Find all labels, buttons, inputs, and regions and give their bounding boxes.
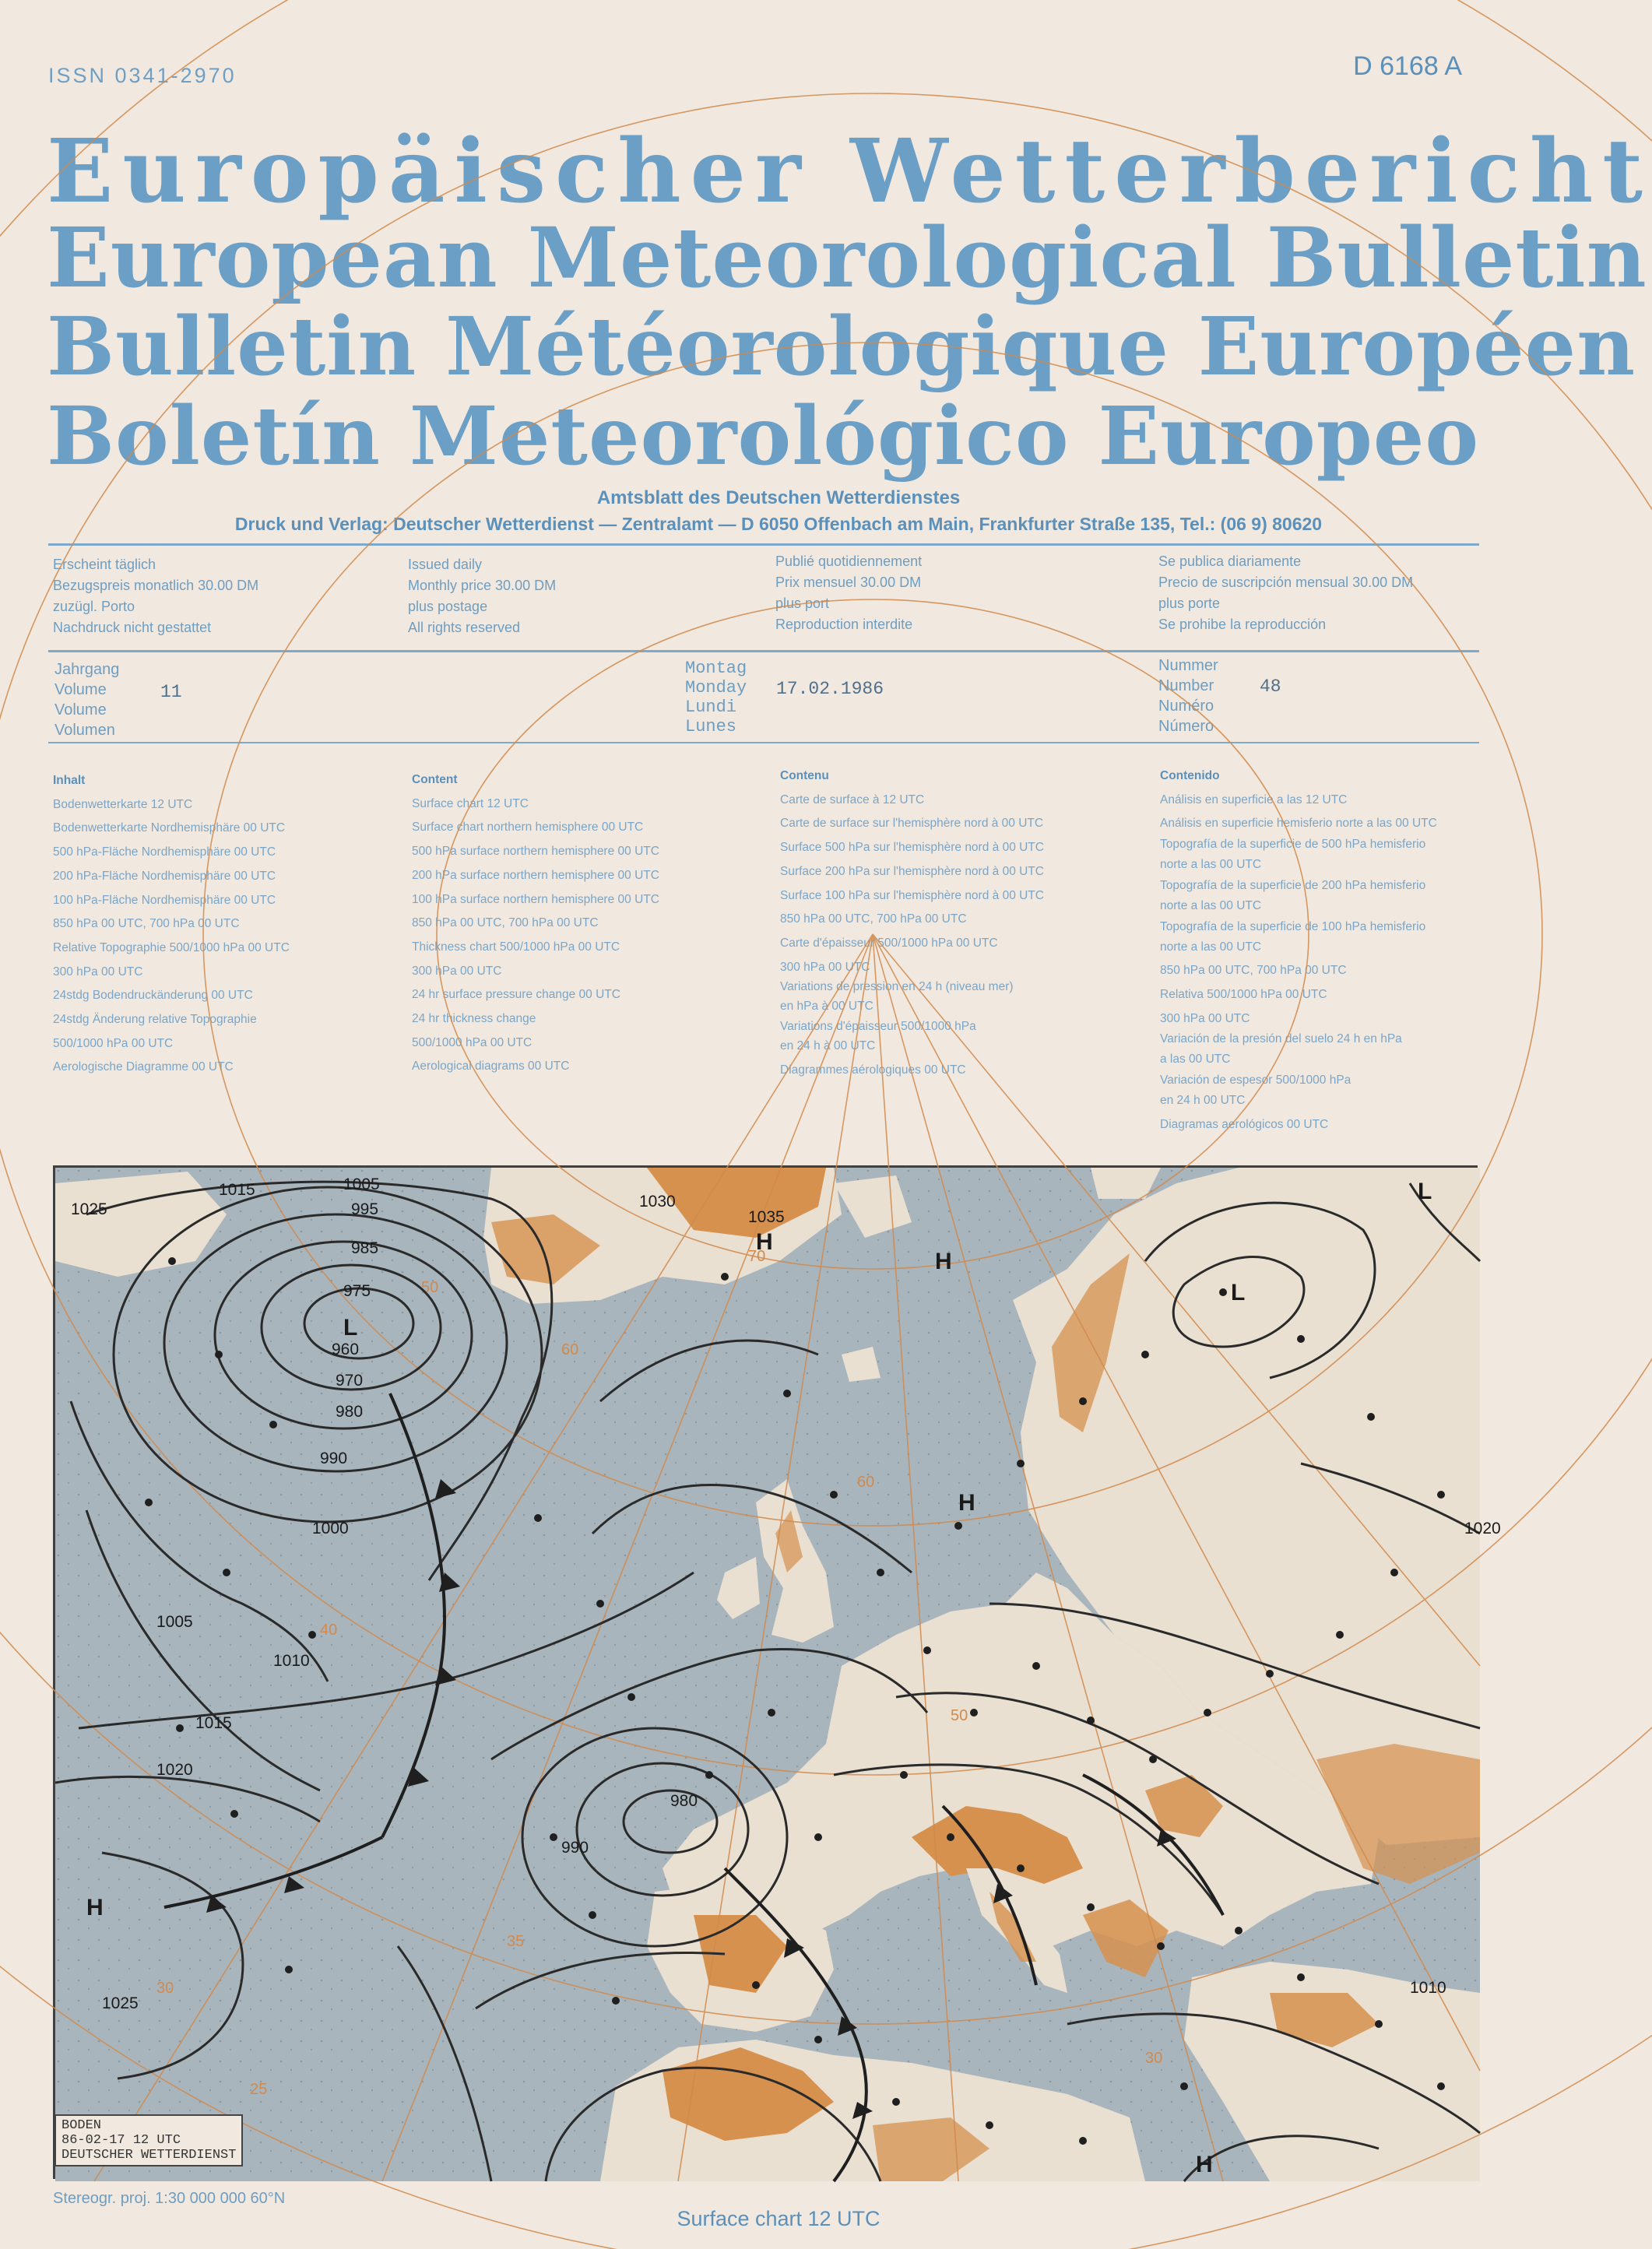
info-english: Issued daily Monthly price 30.00 DM plus postage All rights reserved bbox=[408, 557, 557, 635]
info-spanish: Se publica diariamente Precio de suscripción mensual 30.00 DM plus porte Se prohibe la reproducción bbox=[1158, 553, 1414, 632]
amtsblatt-line: Amtsblatt des Deutschen Wetterdienstes bbox=[596, 487, 961, 508]
low-center-atlantic: L bbox=[343, 1315, 358, 1341]
title-german: Europäischer Wetterbericht bbox=[47, 121, 1652, 223]
volume-labels: Jahrgang Volume Volume Volumen bbox=[54, 661, 120, 739]
divider bbox=[48, 543, 1479, 546]
weather-map-svg bbox=[55, 1168, 1501, 2181]
issue-number: 48 bbox=[1260, 676, 1281, 697]
publisher-line: Druck und Verlag: Deutscher Wetterdienst — Zentralamt — D 6050 Offenbach am Main, Frankfurter Straße 135, Tel.: (06 9) 80620 bbox=[234, 514, 1323, 534]
volume-value: 11 bbox=[160, 682, 182, 702]
svg-text:25: 25 bbox=[250, 2081, 268, 2098]
svg-text:1030: 1030 bbox=[639, 1193, 676, 1211]
svg-text:1005: 1005 bbox=[343, 1175, 380, 1193]
high-center-arctic: H bbox=[935, 1249, 952, 1274]
svg-text:970: 970 bbox=[336, 1372, 364, 1390]
svg-text:1015: 1015 bbox=[219, 1181, 255, 1199]
low-center-russia: L bbox=[1418, 1179, 1432, 1204]
svg-text:1010: 1010 bbox=[273, 1652, 310, 1670]
svg-text:960: 960 bbox=[332, 1341, 360, 1358]
issue-date: 17.02.1986 bbox=[776, 679, 884, 699]
divider bbox=[48, 650, 1479, 652]
svg-text:1000: 1000 bbox=[312, 1520, 349, 1537]
svg-text:30: 30 bbox=[1145, 2050, 1163, 2067]
postal-code: D 6168 A bbox=[1353, 51, 1462, 81]
contents-english: Content Surface chart 12 UTC Surface chart northern hemisphere 00 UTC 500 hPa surface northern hemisphere 00 UTC 200 hPa surface northern hemisphere 00 UTC 100 hPa surface northern hemisphere 00 UTC 850 hPa 00 UTC, 700 hPa 00 UTC Thickness chart 500/1000 hPa 00 UTC 300 hPa 00 UTC 24 hr surface pressure change 00 UTC 24 hr thickness change 500/1000 hPa 00 UTC Aerological diagrams 00 UTC bbox=[412, 773, 659, 1074]
contents-french: Contenu Carte de surface à 12 UTC Carte de surface sur l'hemisphère nord à 00 UTC Surface 500 hPa sur l'hemisphère nord à 00 UTC Surface 200 hPa sur l'hemisphère nord à 00 UTC Surface 100 hPa sur l'hemisphère nord à 00 UTC 850 hPa 00 UTC, 700 hPa 00 UTC Carte d'épaisseur 500/1000 hPa 00 UTC 300 hPa 00 UTC Variations de pression en 24 h (niveau mer) en hPa à 00 UTC Variations d'épaisseur 500/1000 hPa en 24 h à 00 UTC Diagrammes aérologiques 00 UTC bbox=[780, 769, 1044, 1077]
info-french: Publié quotidiennement Prix mensuel 30.00 DM plus port Reproduction interdite bbox=[775, 553, 923, 632]
svg-text:35: 35 bbox=[507, 1933, 525, 1950]
contents-german: Inhalt Bodenwetterkarte 12 UTC Bodenwetterkarte Nordhemisphäre 00 UTC 500 hPa-Fläche Nordhemisphäre 00 UTC 200 hPa-Fläche Nordhemisphäre 00 UTC 100 hPa-Fläche Nordhemisphäre 00 UTC 850 hPa 00 UTC, 700 hPa 00 UTC Relative Topographie 500/1000 hPa 00 UTC 300 hPa 00 UTC 24stdg Bodendruckänderung 00 UTC 24stdg Änderung relative Topographie 500/1000 hPa 00 UTC Aerologische Diagramme 00 UTC bbox=[53, 774, 290, 1074]
svg-text:990: 990 bbox=[561, 1839, 589, 1857]
svg-text:50: 50 bbox=[951, 1707, 968, 1724]
title-spanish: Boletín Meteorológico Europeo bbox=[47, 389, 1480, 483]
map-caption: Surface chart 12 UTC bbox=[677, 2207, 880, 2230]
svg-text:30: 30 bbox=[156, 1980, 174, 1997]
svg-text:980: 980 bbox=[670, 1792, 698, 1810]
title-english: European Meteorological Bulletin bbox=[47, 209, 1647, 306]
svg-text:1010: 1010 bbox=[1410, 1979, 1446, 1997]
high-center-azores: H bbox=[86, 1895, 104, 1920]
contents-spanish: Contenido Análisis en superficie a las 12 UTC Análisis en superficie hemisferio norte a las 00 UTC Topografía de la superficie de 500 hPa hemisferio norte a las 00 UTC Topografía de la superficie de 200 hPa hemisferio norte a las 00 UTC Topografía de la superficie de 100 hPa hemisferio norte a las 00 UTC 850 hPa 00 UTC, 700 hPa 00 UTC Relativa 500/1000 hPa 00 UTC 300 hPa 00 UTC Variación de la presión del suelo 24 h en hPa a las 00 UTC Variación de espesor 500/1000 hPa en 24 h 00 UTC Diagramas aerológicos 00 UTC bbox=[1160, 769, 1437, 1131]
info-german: Erscheint täglich Bezugspreis monatlich 30.00 DM zuzügl. Porto Nachdruck nicht gestattet bbox=[53, 557, 259, 635]
high-center-greenland: H bbox=[756, 1229, 773, 1255]
low-center-baltic: L bbox=[1231, 1280, 1246, 1305]
svg-text:980: 980 bbox=[336, 1403, 364, 1421]
svg-text:1025: 1025 bbox=[71, 1200, 107, 1218]
svg-text:995: 995 bbox=[351, 1200, 379, 1218]
day-labels: Montag Monday Lundi Lunes bbox=[685, 659, 747, 736]
surface-weather-map bbox=[53, 1165, 1501, 2179]
number-labels: Nummer Number Numéro Número bbox=[1158, 657, 1218, 735]
svg-text:985: 985 bbox=[351, 1239, 379, 1257]
svg-text:1025: 1025 bbox=[102, 1994, 139, 2012]
svg-text:1020: 1020 bbox=[1464, 1520, 1501, 1537]
svg-text:50: 50 bbox=[421, 1279, 439, 1296]
svg-text:60: 60 bbox=[857, 1474, 875, 1491]
svg-text:1005: 1005 bbox=[156, 1613, 193, 1631]
svg-text:40: 40 bbox=[320, 1622, 338, 1639]
svg-text:60: 60 bbox=[561, 1341, 579, 1358]
svg-text:1035: 1035 bbox=[748, 1208, 785, 1226]
title-french: Bulletin Météorologique Européen bbox=[47, 300, 1636, 394]
map-stamp: BODEN 86-02-17 12 UTC DEUTSCHER WETTERDIENST bbox=[54, 2114, 243, 2166]
svg-text:990: 990 bbox=[320, 1450, 348, 1467]
divider bbox=[48, 742, 1479, 743]
svg-text:1015: 1015 bbox=[195, 1714, 232, 1732]
issn-number: ISSN 0341-2970 bbox=[48, 64, 237, 87]
svg-text:975: 975 bbox=[343, 1282, 371, 1300]
svg-text:1020: 1020 bbox=[156, 1761, 193, 1779]
svg-text:70: 70 bbox=[748, 1248, 766, 1265]
high-center-scandinavia: H bbox=[958, 1490, 975, 1516]
high-center-south: H bbox=[1196, 2152, 1213, 2177]
projection-note: Stereogr. proj. 1:30 000 000 60°N bbox=[53, 2190, 286, 2207]
